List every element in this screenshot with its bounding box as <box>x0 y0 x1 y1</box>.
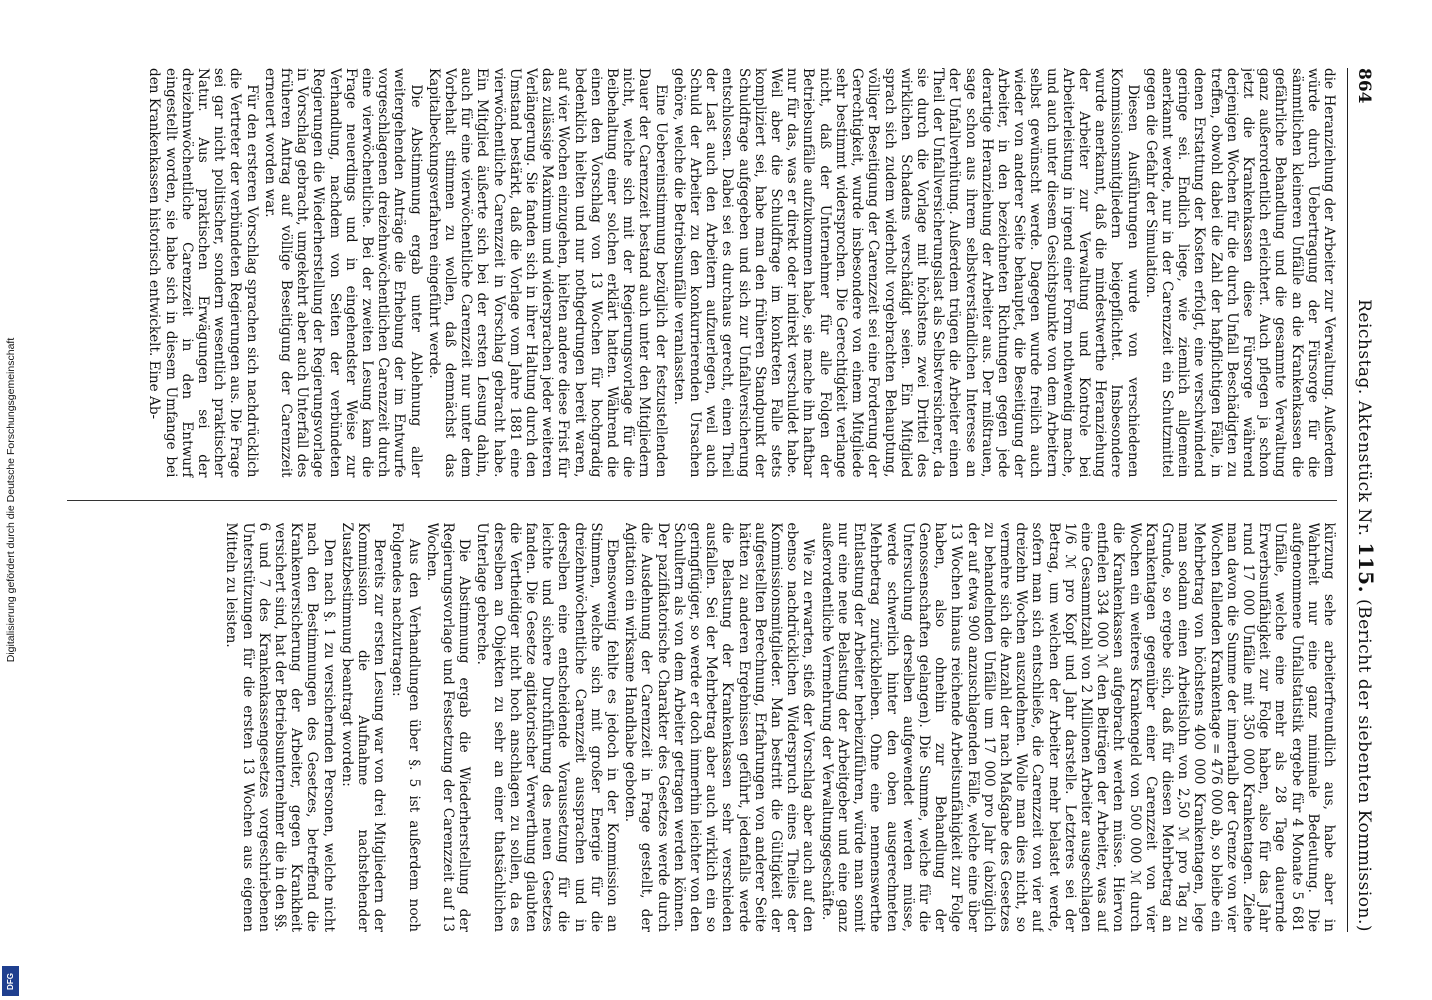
column-divider <box>67 500 1337 501</box>
text-columns <box>67 68 1337 932</box>
rotated-document-page <box>36 40 1396 960</box>
title-suffix: (Bericht der siebenten Kommission.) <box>1354 598 1374 932</box>
credit-text: Digitalisierung gefördert durch die Deutsche Forschungsgemeinschaft <box>5 337 17 663</box>
paragraph: Eine Uebereinstimmung bezüglich der festzustellenden Dauer der Carenzzeit bestand auch unter den Mitgliedern nicht, welche sich mit der Regierungsvorlage für die Beibehaltung einer solchen erklärt hatten. Während die einen den Vorschlag von 13 Wochen für hochgradig bedenklich hielten und nur nothgedrungen bereit waren, auf vier Wochen einzugehen, hielten andere diese Frist für das zulässige Maximum und widersprachen jeder weiteren Verlängerung. Sie fanden sich in ihrer Haltung durch den Umstand bestärkt, daß die Vorlage vom Jahre 1881 eine vierwöchentliche Carenzzeit in Vorschlag gebracht habe. Ein Mitglied äußerte sich bei der ersten Lesung dahin, auch für eine vierwöchentliche Carenzzeit nur unter dem Vorbehalt stimmen zu wollen, daß demnächst das Kapitalbeckungsverfahren eingeführt werde. <box>425 68 669 478</box>
paragraph: Für den ersteren Vorschlag sprachen sich nachdrücklich die Vertreter der verbündeten Regierungen aus. Die Frage sei gar nicht politischer, sondern wesentlich praktischer Natur. Aus praktischen Erwägungen sei der dreizehnwöchentliche Carenzzeit in den Entwurf eingestellt worden, sie habe sich in diesem Umfange bei den Krankenkassen historisch entwickelt. Eine Ab- <box>146 68 260 478</box>
title-prefix: Reichstag. Aktenstück Nr. <box>1354 299 1374 537</box>
title-number: 115. <box>1354 542 1378 594</box>
page-number: 864 <box>1354 68 1374 104</box>
quoted-amendment: Den nach §. 1 zu versichernden Personen, welche nicht nach den Bestimmungen des Gesetzes, betreffend die Krankenversicherung der Arbeiter, gegen Krankheit versichert sind, hat der Betriebsunternehmer die in den §§. 6 und 7 des Krankenkassengesetzes vorgeschriebenen Unterstützungen für die ersten 13 Wochen aus eigenen Mitteln zu leisten. <box>223 522 337 932</box>
paragraph: Diesen Ausführungen wurde von verschiedenen Kommissionsmitgliedern beigepflichtet. Insbesondere wurde anerkannt, daß die mindestwerthe Heranziehung der Arbeiter zur Verwaltung und Kontrole bei Arbeiterleistung in irgend einer Form nothwendig mache, und auch unter diesem Gesichtspunkte von dem Arbeitern selbst gewünscht werde. Dagegen wurde freilich auch wieder von anderer Seite behauptet, die Beseitigung der Arbeiter, in den bezeichneten Richtungen gegen jede derartige Heranziehung der Arbeiter aus. Der mißtrauen, sage schon aus ihrem selbstverständlichen Interesse an der Unfallverhütung. Außerdem trügen die Arbeiter einen Theil der Unfallversicherungslast als Selbstversicherer, da sie durch die Vorlage mit höchstens zwei Drittel des wirklichen Schadens verschädigt seien. Ein Mitglied sprach sich zudem widerholt vorgebrachten Behauptung, völliger Beseitigung der Carenzzeit sei eine Forderung der Gerechtigkeit, wurde insbesondere von einem Mitgliede sehr bestimmt widersprochen. Die Gerechtigkeit verlange nicht, daß der Unternehmer für alle Folgen der Betriebsunfälle aufzukommen habe, sie mache ihn haftbar nur für das, was er direkt oder indirekt verschuldet habe. Weil aber die Schuldfrage im konkreten Falle stets kompliziert sei, habe man den früheren Standpunkt der Schuldfrage aufgegeben und sich zur Unfallversicherung entschlossen. Dabei sei es durchaus gerecht, einen Theil der Last auch den Arbeitern aufzuerlegen, weil auch Schuld der Arbeiter zu den konkurrierenden Ursachen gehöre, welche die Betriebsunfälle veranlassten. <box>670 68 1141 478</box>
running-title <box>1354 299 1378 932</box>
page-header <box>1347 68 1378 932</box>
paragraph: Aus den Verhandlungen über §. 5 ist außerdem noch Folgendes nachzutragen: <box>389 522 422 932</box>
left-column <box>67 68 1337 478</box>
paragraph: Ebensowenig fehlte es jedoch in der Kommission an Stimmen, welche sich mit großer Energie für die dreizehnwöchentliche Carenzzeit aussprachen und in derselben eine entscheidende Voraussetzung für die leichte und sichere Durchführung des neuen Gesetzes fanden. Die Gesetze agitatorischer Verwerthung glaubten die Vertheidiger nicht hoch anschlagen zu sollen, da es derselben an Objekten zu sehr an einer thatsächlichen Unterlage gebreche. <box>474 522 621 932</box>
digitization-credit-strip <box>0 0 22 1000</box>
paragraph: Wie zu erwarten, stieß der Vorschlag aber auch auf den ebenso nachdrücklichen Widerspruch eines Theiles der Kommissionsmitglieder. Man bestritt die Gültigkeit der aufgestellten Berechnung, Erfahrungen von anderer Seite hätten zu anderen Ergebnissen geführt, jedenfalls werde die Belastung der Krankenkassen sehr verschieden ausfallen. Sei der Mehrbetrag aber auch wirklich ein so geringfügiger, so werde er doch immerhin leichter von den Schultern als von dem Arbeiter getragen werden können. Der pazifikatorische Charakter des Gesetzes werde durch die Ausdehnung der Carenzzeit in Frage gestellt, der Agitation ein wirksame Handhabe geboten. <box>622 522 817 932</box>
paragraph: Die Abstimmung ergab die Wiederherstellung der Regierungsvorlage und Festsetzung der Carenzzeit auf 13 Wochen. <box>423 522 473 932</box>
right-column <box>67 523 1337 933</box>
paragraph: kürzung sehe arbeiterfreundlich aus, habe aber in Wahrheit nur eine ganz minimale Bedeutung. Die aufgenommene Unfallstatistik ergebe für 4 Monate 5 681 Unfälle, welche eine mehr als 28 Tage dauernde Erwerbsunfähigkeit zur Folge haben, also für das Jahr rund 17 000 Unfälle mit 350 000 Krankentagen. Ziehe man davon die Summe der innerhalb der Grenze von vier Wochen fallenden Krankentage = 476 000 ab, so bleibe ein Mehrbetrag von höchstens 400 000 Krankentagen, lege man sodann einen Arbeitslohn von 2,50 ℳ pro Tag zu Grunde, so ergebe sich, daß für diesen Mehrbetrag an Krankentagen gegenüber einer Carenzzeit von vier Wochen ein weiteres Krankengeld von 500 000 ℳ durch die Krankenkassen aufgebracht werden müsse. Hiervon entfielen 334 000 ℳ den Beiträgen der Arbeiter, was auf eine Gesammtzahl von 2 Millionen Arbeiter ausgeschlagen 1/6 ℳ pro Kopf und Jahr darstelle. Letzteres sei der Betrag, um welchen der Arbeiter mehr belastet werde, sofern man sich entschließe, die Carenzzeit von vier auf dreizehn Wochen auszudehnen. Wolle man dies nicht, so vermehre sich die Anzahl der nach Maßgabe des Gesetzes zu behandelnden Unfälle um 17 000 pro Jahr (abzüglich der auf etwa 900 anzuschlagenden Fälle, welche eine über 13 Wochen hinaus reichende Arbeitsunfähigkeit zur Folge haben, also ohnehin zur Behandlung der Genossenschaften gelangen). Die Summe, welche für die Untersuchung derselben aufgewendet werden müsse, werde schwerlich hinter den oben ausgerechneten Mehrbetrag zurückbleiben. Ohne eine nennenswerthe Entlastung der Arbeiter herbeizuführen, würde man somit nur eine neue Belastung der Arbeitgeber und eine ganz außerordentliche Vermehrung der Verwaltungsgeschäfte. <box>818 522 1337 932</box>
paragraph: Bereits zur ersten Lesung war von drei Mitgliedern der Kommission die Aufnahme nachstehender Zusatzbestimmung beantragt worden: <box>338 522 388 932</box>
paragraph: Die Abstimmung ergab unter Ablehnung aller weitergehenden Anträge die Erhebung der im Entwurfe vorgeschlagenen dreizehnwöchentlichen Carenzzeit durch eine vierwöchentliche. Bei der zweiten Lesung kam die Frage neuerdings und in eingehendster Weise zur Verhandlung, nachdem von Seiten der verbündeten Regierungen die Wiederherstellung der Regierungsvorlage in Vorschlag gebracht, umgekehrt aber auch Unterfall des früheren Antrag auf völlige Beseitigung der Carenzzeit erneuert worden war. <box>261 68 424 478</box>
paragraph: die Heranziehung der Arbeiter zur Verwaltung. Außerdem würde durch Uebertragung der Fürsorge für die sämmtlichen kleineren Unfälle an die Krankenkassen die gefährliche Behandlung und die gesammte Verwaltung ganz außerordentlich erleichtert. Auch pflegen ja schon jetzt die Krankenkassen diese Fürsorge während derjenigen Wochen für die durch Unfall Beschädigten zu treffen, obwohl dabei die Zahl der hafpflichtigen Fälle, in denen Erstattung der Kosten erfolgt, eine verschwindend geringe sei. Endlich liege, wie ziemlich allgemein anerkannt werde, nur in der Carenzzeit ein Schutzmittel gegen die Gefahr der Simulation. <box>1142 68 1337 478</box>
dfg-logo-icon: DFG <box>2 966 19 996</box>
